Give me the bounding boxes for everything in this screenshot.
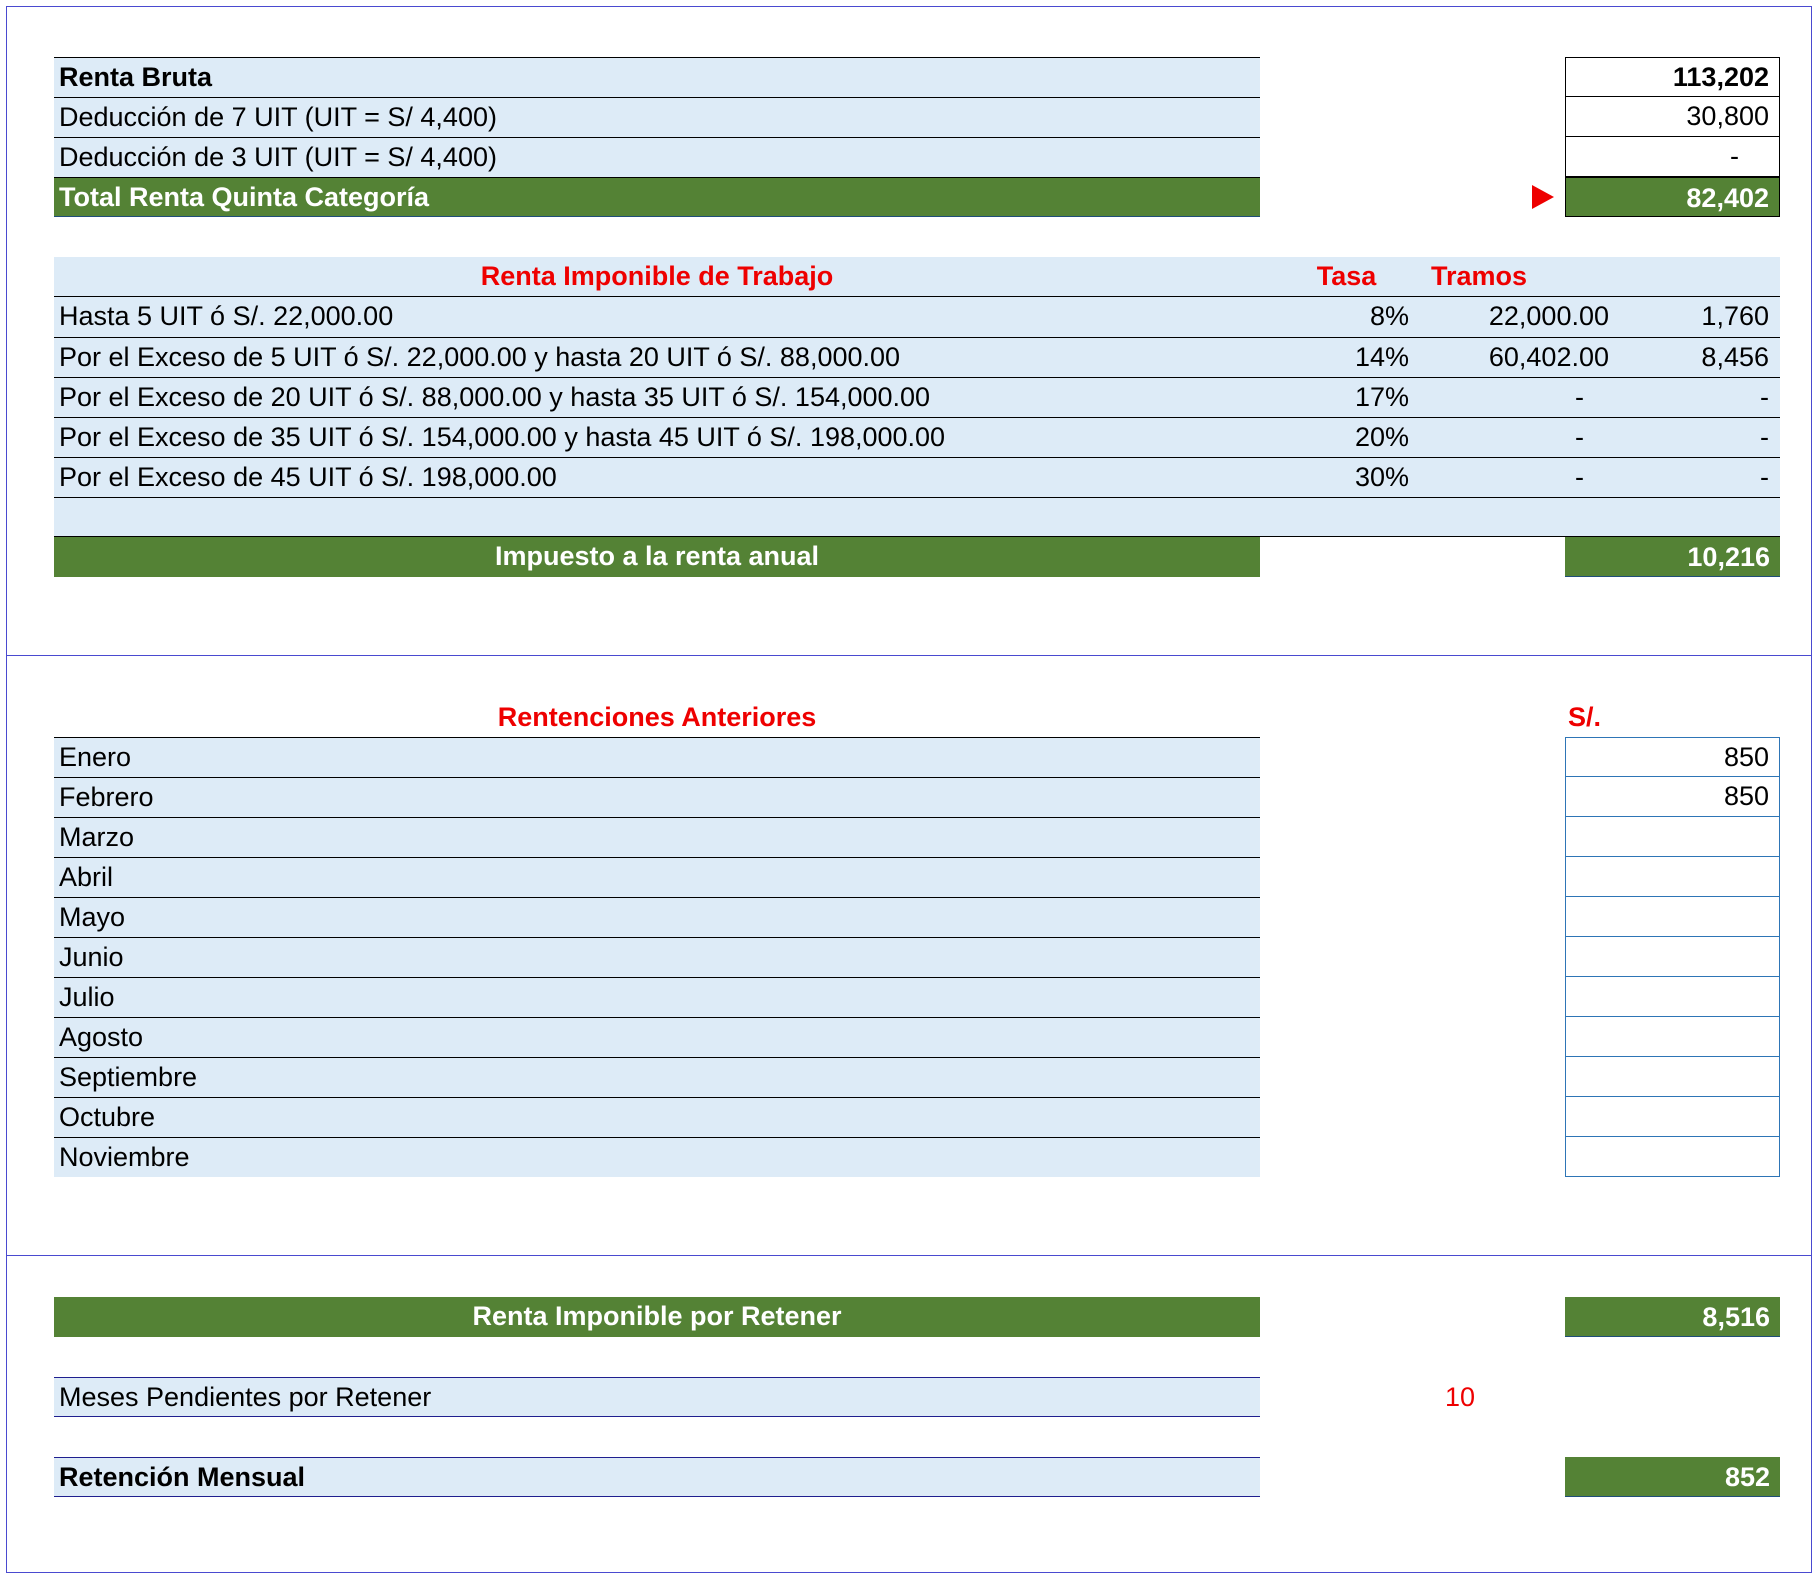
section-divider — [6, 1255, 1812, 1256]
bracket-label: Por el Exceso de 35 UIT ó S/. 154,000.00 y hasta 45 UIT ó S/. 198,000.00 — [59, 422, 946, 452]
bracket-tranche: 60,402.00 — [1488, 342, 1609, 372]
monthly-retention-label: Retención Mensual — [54, 1457, 1260, 1497]
retentions-currency: S/. — [1568, 702, 1602, 732]
month-retention-cell[interactable] — [1565, 1057, 1780, 1097]
month-label: Marzo — [54, 817, 1260, 857]
pending-months-label: Meses Pendientes por Retener — [54, 1377, 1260, 1417]
summary-label: Deducción de 3 UIT (UIT = S/ 4,400) — [54, 137, 1260, 177]
bracket-tax: 1,760 — [1701, 301, 1769, 331]
bracket-rate: 20% — [1354, 422, 1409, 452]
annual-tax-value[interactable]: 10,216 — [1565, 537, 1780, 577]
bracket-tax: - — [1760, 382, 1769, 412]
bracket-tranche: - — [1575, 422, 1584, 452]
rate-header: Tasa — [1316, 261, 1377, 291]
month-retention-cell[interactable] — [1565, 857, 1780, 897]
bracket-tranche: 22,000.00 — [1488, 301, 1609, 331]
monthly-retention-value[interactable]: 852 — [1565, 1457, 1780, 1497]
pointer-arrow-icon — [1532, 185, 1554, 209]
month-label: Septiembre — [54, 1057, 1260, 1097]
bracket-label: Por el Exceso de 45 UIT ó S/. 198,000.00 — [59, 462, 557, 492]
brackets-header — [54, 257, 1780, 297]
month-retention-cell[interactable] — [1565, 1017, 1780, 1057]
bracket-row — [54, 297, 1780, 337]
tranche-header: Tramos — [1430, 261, 1528, 291]
bracket-rate: 30% — [1354, 462, 1409, 492]
brackets-title: Renta Imponible de Trabajo — [480, 261, 834, 291]
bracket-tax: - — [1760, 422, 1769, 452]
bracket-label: Por el Exceso de 20 UIT ó S/. 88,000.00 y hasta 35 UIT ó S/. 154,000.00 — [59, 382, 931, 412]
summary-value-cell[interactable]: 30,800 — [1565, 97, 1780, 137]
month-label: Octubre — [54, 1097, 1260, 1137]
total-renta-label: Total Renta Quinta Categoría — [54, 177, 1260, 217]
month-retention-cell[interactable] — [1565, 817, 1780, 857]
month-retention-cell[interactable]: 850 — [1565, 737, 1780, 777]
taxable-retention-value[interactable]: 8,516 — [1565, 1297, 1780, 1337]
bracket-row — [54, 417, 1780, 457]
bracket-label: Por el Exceso de 5 UIT ó S/. 22,000.00 y hasta 20 UIT ó S/. 88,000.00 — [59, 342, 901, 372]
bracket-tax: - — [1760, 462, 1769, 492]
bracket-rate: 14% — [1354, 342, 1409, 372]
bracket-row — [54, 457, 1780, 497]
total-renta-value[interactable]: 82,402 — [1565, 177, 1780, 217]
bracket-row — [54, 337, 1780, 377]
month-retention-cell[interactable] — [1565, 1097, 1780, 1137]
month-label: Enero — [54, 737, 1260, 777]
month-retention-cell[interactable] — [1565, 1137, 1780, 1177]
retentions-title: Rentenciones Anteriores — [497, 702, 817, 732]
bracket-spacer-row — [54, 497, 1780, 537]
month-label: Noviembre — [54, 1137, 1260, 1177]
month-retention-cell[interactable] — [1565, 897, 1780, 937]
month-label: Julio — [54, 977, 1260, 1017]
bracket-label: Hasta 5 UIT ó S/. 22,000.00 — [59, 301, 394, 331]
month-label: Mayo — [54, 897, 1260, 937]
month-label: Febrero — [54, 777, 1260, 817]
month-label: Junio — [54, 937, 1260, 977]
month-retention-cell[interactable]: 850 — [1565, 777, 1780, 817]
summary-label: Renta Bruta — [54, 57, 1260, 97]
month-label: Agosto — [54, 1017, 1260, 1057]
month-retention-cell[interactable] — [1565, 937, 1780, 977]
bracket-tranche: - — [1575, 382, 1584, 412]
summary-label: Deducción de 7 UIT (UIT = S/ 4,400) — [54, 97, 1260, 137]
summary-value-cell[interactable]: - — [1565, 137, 1780, 177]
section-divider — [6, 655, 1812, 656]
summary-value-cell[interactable]: 113,202 — [1565, 57, 1780, 97]
taxable-retention-label: Renta Imponible por Retener — [54, 1297, 1260, 1337]
bracket-tax: 8,456 — [1701, 342, 1769, 372]
annual-tax-label: Impuesto a la renta anual — [54, 537, 1260, 577]
month-retention-cell[interactable] — [1565, 977, 1780, 1017]
month-label: Abril — [54, 857, 1260, 897]
bracket-tranche: - — [1575, 462, 1584, 492]
bracket-rate: 8% — [1369, 301, 1409, 331]
pending-months-value[interactable]: 10 — [1444, 1382, 1476, 1412]
bracket-row — [54, 377, 1780, 417]
bracket-rate: 17% — [1354, 382, 1409, 412]
